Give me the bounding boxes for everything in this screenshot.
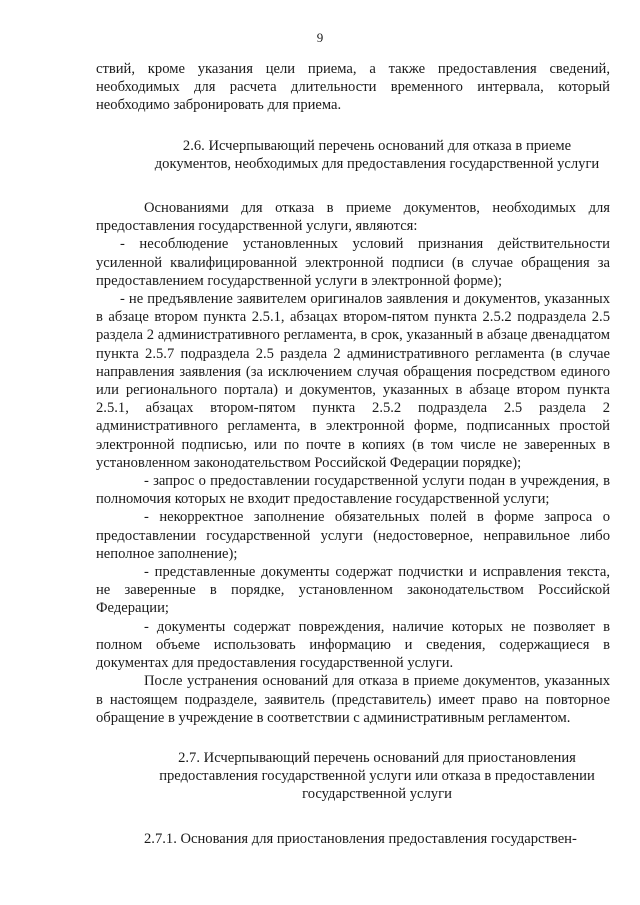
paragraph-after-list: После устранения оснований для отказа в приеме документов, указанных в настоящем подразделе, заявитель (представитель) имеет право на повторное обращение в учреждение в соответствии с административным регламентом. [96, 673, 610, 726]
list-item: - не предъявление заявителем оригиналов заявления и документов, указанных в абзаце втором пункта 2.5.1, абзацах втором-пятом пункта 2.5.2 подраздела 2.5 раздела 2 административного регламента, в срок, указанный в абзаце двенадцатом пункта 2.5.7 подраздела 2.5 раздела 2 административного регламента (в случае направления заявления (за исключением случая обращения посредством единого или регионального портала) и документов, указанных в абзаце втором пункта 2.5.1, абзацах втором-пятом пункта 2.5.2 подраздела 2.5 раздела 2 административного регламента, в электронной форме, подписанных простой электронной подписью, или по почте в копиях (в том числе не заверенных в установленном законодательством Российской Федерации порядке); [96, 291, 610, 471]
page-number: 9 [316, 30, 324, 45]
paragraph-2-7-1: 2.7.1. Основания для приостановления предоставления государствен- [144, 830, 577, 847]
section-heading-2-7: 2.7. Исчерпывающий перечень оснований для приостановления предоставления государственной услуги или отказа в предоставлении государственной услуги [159, 749, 595, 803]
list-item: - некорректное заполнение обязательных полей в форме запроса о предоставлении государственной услуги (недостоверное, неправильное либо неполное заполнение); [96, 509, 610, 562]
paragraph-intro: Основаниями для отказа в приеме документов, необходимых для предоставления государственной услуги, являются: [96, 200, 610, 235]
section-heading-2-6: 2.6. Исчерпывающий перечень оснований для отказа в приеме документов, необходимых для предоставления государственной услуги [154, 137, 600, 172]
list-item: - представленные документы содержат подчистки и исправления текста, не заверенные в порядке, установленном законодательством Российской Федерации; [96, 564, 610, 617]
paragraph-continuation: ствий, кроме указания цели приема, а также предоставления сведений, необходимых для расчета длительности временного интервала, который необходимо забронировать для приема. [96, 61, 610, 114]
page-content [96, 60, 610, 848]
list-item: - документы содержат повреждения, наличие которых не позволяет в полном объеме использовать информацию и сведения, содержащиеся в документах для предоставления государственной услуги. [96, 618, 610, 672]
list-item: - запрос о предоставлении государственной услуги подан в учреждения, в полномочия которых не входит предоставление государственной услуги; [96, 473, 610, 508]
list-item: - несоблюдение установленных условий признания действительности усиленной квалифицированной электронной подписи (в случае обращения за предоставлением государственной услуги в электронной форме); [96, 236, 610, 289]
